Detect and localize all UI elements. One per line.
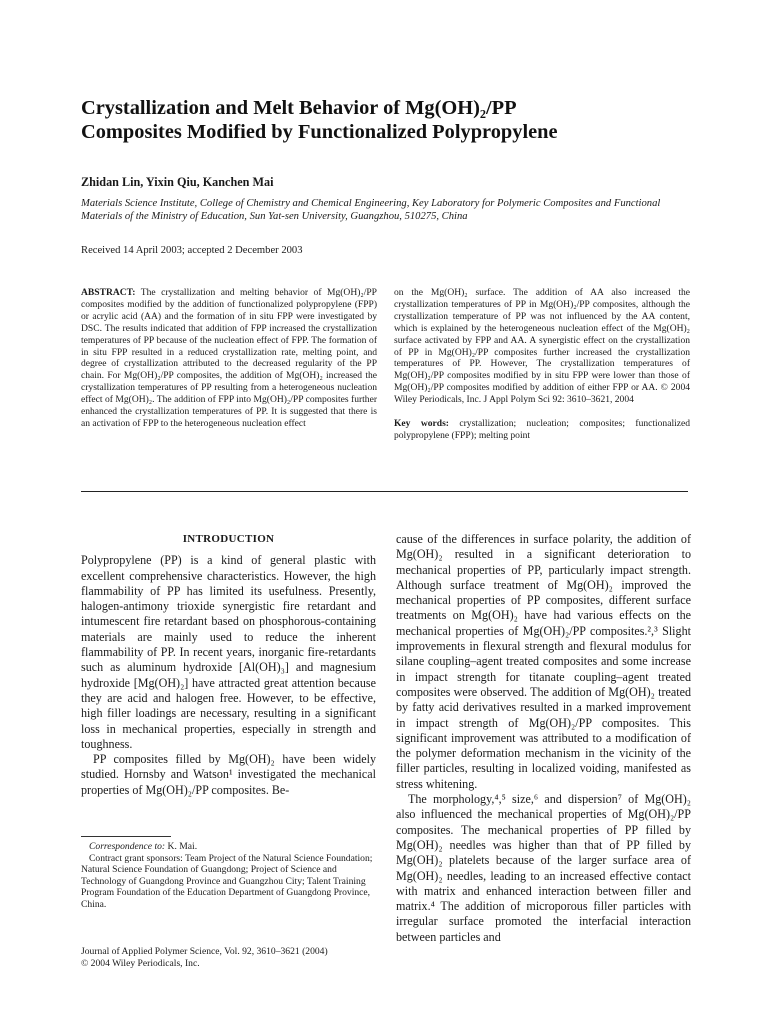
abstract-text-right: on the Mg(OH)₂ surface. The addition of AA also increased the crystallization temperatures of PP in Mg(OH)₂/PP composites, although the crystallization temperature of PP was not influenced by the AA content, which is explained by the heterogeneous nucleation effect of the Mg(OH)₂ surface activated by FPP and AA. A synergistic effect on the crystallization of PP in Mg(OH)₂/PP composites further increased the crystallization temperatures of PP. However, The crystallization temperatures of Mg(OH)₂/PP composites modified by in situ FPP were lower than those of Mg(OH)₂/PP composites modified by addition of either FPP or AA. © 2004 Wiley Periodicals, Inc. J Appl Polym Sci 92: 3610–3621, 2004 (394, 287, 690, 406)
title-line-1: Crystallization and Melt Behavior of Mg(OH)₂/PP (81, 97, 517, 119)
authors: Zhidan Lin, Yixin Qiu, Kanchen Mai (81, 175, 274, 189)
grant-sponsors: Contract grant sponsors: Team Project of the Natural Science Foundation; Natural Science Foundation of Guangdong; Project of Science and Technology of Guangdong Province and Guangzhou City; Talent Training Program Foundation of the Education Department of Guangdong Province, China. (81, 852, 373, 910)
keywords (394, 418, 690, 442)
title-line-2: Composites Modified by Functionalized Polypropylene (81, 121, 558, 143)
keywords-label: Key words: (394, 418, 449, 430)
abstract-text-left: The crystallization and melting behavior of Mg(OH)₂/PP composites modified by the addition of functionalized polypropylene (FPP) or acrylic acid (AA) and the formation of in situ FPP were investigated by DSC. The results indicated that addition of FPP increased the crystallization temperatures of PP because of the nucleation effect of FPP. The formation of in situ FPP resulted in a reduced crystallization rate, melting point, and degree of crystallization attributed to the decreased regularity of the PP chain. For Mg(OH)₂/PP composites, the addition of Mg(OH)₂ increased the crystallization temperatures of PP resulting from a heterogeneous nucleation effect of Mg(OH)₂. The addition of FPP into Mg(OH)₂/PP composites further enhanced the crystallization temperatures of PP. It is suggested that there is an activation of FPP to the heterogeneous nucleation effect (81, 287, 377, 429)
keywords-text: crystallization; nucleation; composites; functionalized polypropylene (FPP); melting point (394, 418, 690, 441)
abstract-divider (81, 491, 688, 492)
correspondence-name: K. Mai. (167, 841, 198, 852)
body-right-column (396, 532, 691, 945)
paragraph: PP composites filled by Mg(OH)₂ have been widely studied. Hornsby and Watson¹ investigated the mechanical properties of Mg(OH)₂/PP composites. Be- (81, 752, 376, 797)
body-left-column (81, 532, 376, 798)
journal-copyright: © 2004 Wiley Periodicals, Inc. (81, 957, 200, 969)
footnote-divider (81, 836, 171, 837)
journal-info (81, 946, 381, 969)
paragraph: The morphology,⁴,⁵ size,⁶ and dispersion⁷ of Mg(OH)₂ also influenced the mechanical properties of Mg(OH)₂/PP composites. The mechanical properties of PP filled by Mg(OH)₂ needles was higher than that of PP filled by Mg(OH)₂ platelets because of the larger surface area of Mg(OH)₂ needles, leading to an increased effective contact with matrix and enhanced interaction between filler and matrix.⁴ The addition of microporous filler particles with irregular surface promoted the interfacial interaction between particles and (396, 792, 691, 944)
paragraph: cause of the differences in surface polarity, the addition of Mg(OH)₂ resulted in a significant deterioration to mechanical properties of PP, particularly impact strength. Although surface treatment of Mg(OH)₂ improved the mechanical properties of PP composites, different surface treatments on Mg(OH)₂ have had various effects on the mechanical properties of Mg(OH)₂/PP composites.²,³ Slight improvements in flexural strength and flexural modulus for silane coupling–agent treated composites and some increase in impact strength for titanate coupling–agent treated composites were observed. The addition of Mg(OH)₂ treated by fatty acid derivatives resulted in a marked improvement in impact strength of Mg(OH)₂/PP composites. This significant improvement was attributed to a modification of the polymer deformation mechanism in the vicinity of the filler particles, resulting in localized voiding, manifested as stress whitening. (396, 532, 691, 791)
paper-title (81, 96, 701, 144)
abstract-right-column (394, 287, 690, 442)
affiliation: Materials Science Institute, College of Chemistry and Chemical Engineering, Key Laboratory for Polymeric Composites and Functional Materials of the Ministry of Education, Sun Yat-sen University, Guangzhou, 510275, China (81, 198, 661, 222)
paragraph: Polypropylene (PP) is a kind of general plastic with excellent comprehensive characteristics. However, the high flammability of PP has limited its usefulness. Presently, halogen-antimony trioxide synergistic fire retardant and intumescent fire retardant based on phosphorous-containing materials are mainly used to reduce the inherent flammability of PP. In recent years, inorganic fire-retardants such as aluminum hydroxide [Al(OH)₃] and magnesium hydroxide [Mg(OH)₂] have attracted great attention because they are acid and halogen free. However, to be effective, high filler loadings are necessary, resulting in a significant loss in mechanical properties, especially in strength and toughness. (81, 553, 376, 751)
abstract-label: ABSTRACT: (81, 287, 136, 298)
section-heading-introduction: INTRODUCTION (182, 533, 275, 545)
abstract-left-column (81, 287, 377, 430)
journal-citation: Journal of Applied Polymer Science, Vol. 92, 3610–3621 (2004) (81, 946, 328, 957)
footnotes (81, 841, 377, 911)
received-date: Received 14 April 2003; accepted 2 December 2003 (81, 245, 303, 256)
correspondence-label: Correspondence to: (89, 841, 166, 852)
